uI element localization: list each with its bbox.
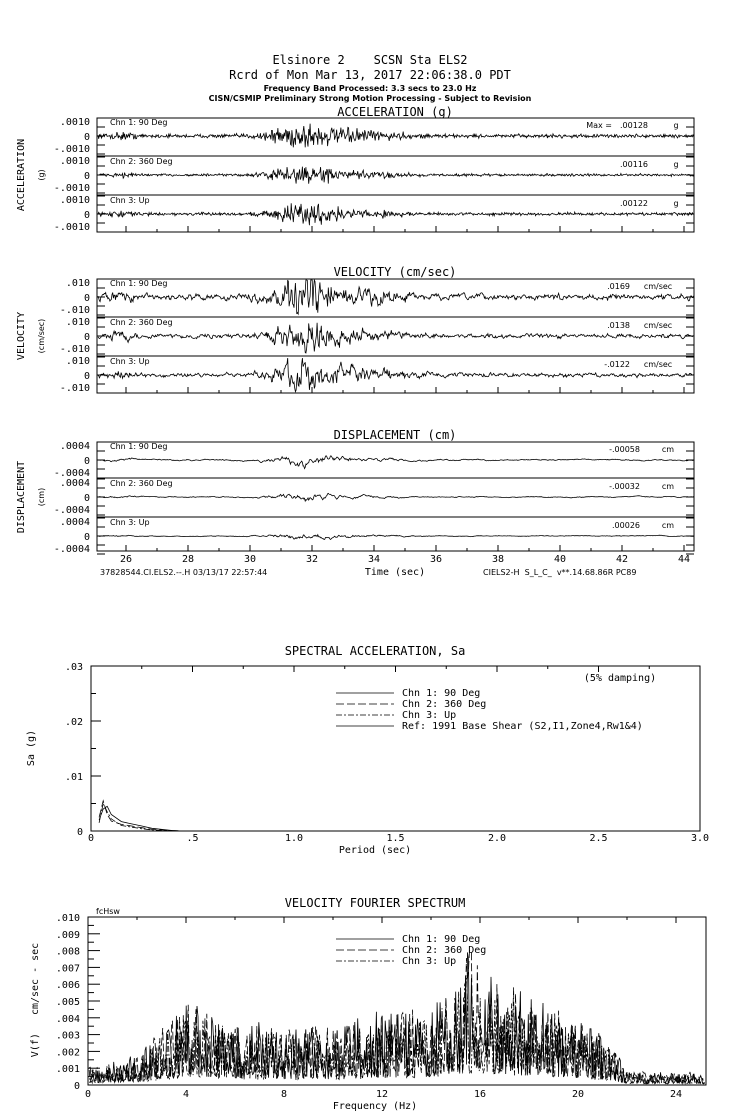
y-tick-label: .0010 [59,156,90,167]
sa-legend-label: Chn 3: Up [402,710,457,721]
vfs-x-tick-label: 24 [669,1089,683,1100]
sa-legend-label: Ref: 1991 Base Shear (S2,I1,Zone4,Rw1&4) [402,721,643,732]
vfs-y-tick-label: .004 [55,1013,80,1025]
y-tick-label: .0010 [59,117,90,128]
channel-label: Chn 2: 360 Deg [110,157,173,166]
vfs-y-tick-label: .010 [55,913,80,924]
accel-title: ACCELERATION (g) [337,105,453,119]
y-tick-label: -.0004 [53,505,90,516]
vel-unit: (cm/sec) [37,318,46,354]
waveform-trace [98,167,694,184]
vfs-y-tick-label: 0 [73,1081,80,1092]
vfs-x-tick-label: 4 [182,1089,190,1100]
vfs-y-tick-label: .003 [55,1030,80,1042]
x-tick-label: 36 [429,554,443,565]
vfs-legend-label: Chn 3: Up [402,956,457,967]
x-tick-label: 30 [243,554,257,565]
sa-y-tick-label: 0 [76,827,83,838]
vfs-x-tick-label: 0 [84,1089,92,1100]
y-tick-label: .010 [65,317,90,328]
vfs-corner-label: fcHsw [96,907,120,916]
y-tick-label: 0 [83,371,90,382]
sa-ylabel: Sa (g) [26,729,37,767]
peak-unit: g [673,160,679,169]
y-tick-label: -.0004 [53,468,90,479]
y-tick-label: .0004 [59,441,90,452]
y-tick-label: -.0010 [53,183,90,194]
vel-ylabel: VELOCITY [16,311,27,361]
waveform-trace [98,535,694,540]
peak-value: .0169 [607,282,630,291]
vfs-series-line [89,951,705,1084]
sa-x-tick-label: 2.5 [589,833,608,844]
sa-x-tick-label: 2.0 [487,833,507,844]
vfs-y-tick-label: .009 [55,929,80,941]
sa-y-tick-label: .02 [64,717,83,728]
x-tick-label: 32 [305,554,319,565]
vfs-ylabel: V(f) cm/sec - sec [30,942,41,1058]
y-tick-label: -.010 [59,305,90,316]
footer-right: CIELS2-H S_L_C_ v**.14.68.86R PC89 [483,568,637,577]
y-tick-label: .0004 [59,478,90,489]
y-tick-label: -.0004 [53,544,90,555]
vfs-legend-label: Chn 1: 90 Deg [402,934,481,945]
band-text: Frequency Band Processed: 3.3 secs to 23.0 Hz [263,84,477,93]
disp-unit: (cm) [37,487,46,507]
waveform-trace [98,323,694,353]
station-title: Elsinore 2 SCSN Sta ELS2 [272,53,468,67]
y-tick-label: 0 [83,332,90,343]
peak-unit: cm/sec [643,282,673,291]
y-tick-label: 0 [83,293,90,304]
vel-title: VELOCITY (cm/sec) [333,265,457,279]
waveform-trace [98,456,694,469]
sa-damping: (5% damping) [583,673,657,684]
sa-x-tick-label: 1.0 [284,833,304,844]
y-tick-label: -.010 [59,383,90,394]
x-tick-label: 38 [491,554,505,565]
vfs-y-tick-label: .001 [55,1064,80,1076]
y-tick-label: .010 [65,278,90,289]
peak-unit: cm [661,445,675,454]
disp-title: DISPLACEMENT (cm) [333,428,457,442]
peak-value: -.00058 [609,445,640,454]
channel-label: Chn 2: 360 Deg [110,479,173,488]
sa-frame [91,666,700,831]
peak-unit: cm [661,482,675,491]
peak-value: .00116 [620,160,648,169]
sa-x-tick-label: 3.0 [690,833,710,844]
y-tick-label: 0 [83,456,90,467]
vfs-title: VELOCITY FOURIER SPECTRUM [284,896,466,910]
vfs-x-tick-label: 8 [280,1089,288,1100]
y-tick-label: 0 [83,532,90,543]
vfs-y-tick-label: .005 [55,997,80,1008]
peak-unit: cm [661,521,675,530]
sa-legend-label: Chn 1: 90 Deg [402,688,481,699]
y-tick-label: .0010 [59,195,90,206]
panel-frame [97,442,694,551]
waveform-trace [98,280,694,314]
channel-label: Chn 1: 90 Deg [110,442,168,451]
footer-left: 37828544.CI.ELS2.--.H 03/13/17 22:57:44 [100,568,268,577]
channel-label: Chn 1: 90 Deg [110,118,168,127]
sa-series-line [99,804,182,832]
channel-label: Chn 3: Up [110,196,150,205]
peak-value: .00026 [612,521,640,530]
time-xlabel: Time (sec) [364,567,426,578]
vfs-x-tick-label: 12 [375,1089,389,1100]
channel-label: Chn 2: 360 Deg [110,318,173,327]
peak-value: -.00032 [609,482,640,491]
waveform-trace [98,493,694,501]
peak-unit: cm/sec [643,360,673,369]
x-tick-label: 40 [553,554,567,565]
peak-unit: g [673,199,679,208]
sa-series-line [99,801,182,831]
peak-value: .00122 [620,199,648,208]
vfs-xlabel: Frequency (Hz) [332,1101,418,1112]
y-tick-label: -.010 [59,344,90,355]
sa-x-tick-label: .5 [186,833,199,844]
y-tick-label: .010 [65,356,90,367]
y-tick-label: 0 [83,493,90,504]
x-tick-label: 42 [615,554,629,565]
channel-label: Chn 1: 90 Deg [110,279,168,288]
record-title: Rcrd of Mon Mar 13, 2017 22:06:38.0 PDT [229,68,511,82]
vfs-y-tick-label: .008 [55,946,80,958]
y-tick-label: -.0010 [53,222,90,233]
sa-title: SPECTRAL ACCELERATION, Sa [284,644,466,658]
peak-value: .0138 [607,321,630,330]
channel-label: Chn 3: Up [110,357,150,366]
peak-value: -.0122 [604,360,630,369]
vfs-x-tick-label: 20 [571,1089,585,1100]
vfs-y-tick-label: .006 [55,980,80,992]
y-tick-label: .0004 [59,517,90,528]
vfs-legend-label: Chn 2: 360 Deg [402,945,487,956]
sa-y-tick-label: .03 [64,662,83,673]
peak-unit: cm/sec [643,321,673,330]
y-tick-label: 0 [83,210,90,221]
sa-y-tick-label: .01 [64,772,83,783]
vfs-x-tick-label: 16 [473,1089,487,1100]
y-tick-label: 0 [83,171,90,182]
disp-ylabel: DISPLACEMENT [16,460,27,534]
x-tick-label: 26 [119,554,133,565]
sa-xlabel: Period (sec) [338,845,412,856]
channel-label: Chn 3: Up [110,518,150,527]
notice-text: CISN/CSMIP Preliminary Strong Motion Processing - Subject to Revision [208,94,532,103]
sa-legend-label: Chn 2: 360 Deg [402,699,487,710]
waveform-trace [98,203,694,225]
x-tick-label: 34 [367,554,381,565]
x-tick-label: 44 [677,554,691,565]
sa-x-tick-label: 0 [87,833,95,844]
accel-unit: (g) [37,169,46,181]
peak-value: .00128 [620,121,648,130]
accel-ylabel: ACCELERATION [16,138,27,212]
x-tick-label: 28 [181,554,195,565]
peak-unit: g [673,121,679,130]
vfs-y-tick-label: .002 [55,1047,80,1059]
y-tick-label: -.0010 [53,144,90,155]
sa-x-tick-label: 1.5 [386,833,405,844]
vfs-y-tick-label: .007 [55,963,80,975]
y-tick-label: 0 [83,132,90,143]
max-label: Max = [586,121,612,130]
